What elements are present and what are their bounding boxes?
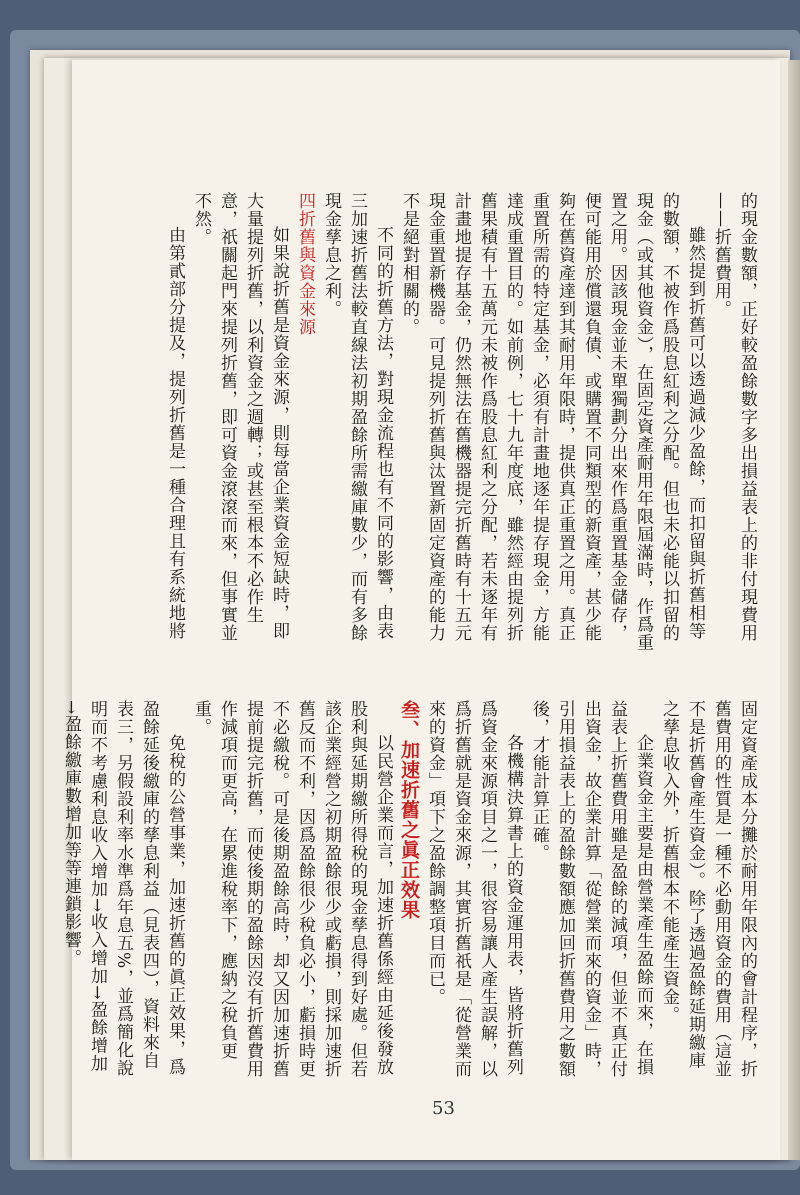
page-number: 53 bbox=[432, 1098, 455, 1119]
page-edge bbox=[788, 60, 800, 1160]
paragraph: 以民營企業而言，加速折舊係經由延後發放股利與延期繳所得稅的現金孳息得到好處。但若該企業經營之初期盈餘很少或虧損，則採加速折舊反而不利，因爲盈餘很少稅負必小，虧損時更不必繳稅。可是後期盈餘高時，却又因加速折舊提前提完折舊，而使後期的盈餘因沒有折舊費用作減項而更高，在累進稅率下，應納之稅負更重。 bbox=[191, 700, 393, 1078]
paragraph: 的現金數額，正好較盈餘數字多出損益表上的非付現費用——折舊費用。 bbox=[711, 192, 757, 642]
lower-text-block bbox=[58, 700, 760, 1080]
section-heading-funds-source: 四折舊與資金來源 bbox=[295, 192, 315, 336]
paragraph: 雖然提到折舊可以透過減少盈餘，而扣留與折舊相等的數額，不被作爲股息紅利之分配。但也未必能以扣留的現金（或其他資金），在固定資產耐用年限屆滿時，作爲重置之用。因該現金並未單獨劃分出來作爲重置基金儲存，便可能用於償還負債、或購置不同類型的新資產，甚少能夠在舊資產達到其耐用年限時，提供真正重置之用。真正重置所需的特定基金，必須有計畫地逐年提存現金，方能達成重置目的。如前例，七十九年度底，雖然經由提列折舊果積有十五萬元未被作爲股息紅利之分配，若未逐年有計畫地提存基金，仍然無法在舊機器提完折舊時有十五元現金重置新機器。可見提列折舊與汰置新固定資產的能力不是絕對相關的。 bbox=[399, 192, 705, 652]
paragraph: 免稅的公營事業，加速折舊的眞正效果，爲盈餘延後繳庫的孳息利益（見表四），資料來自表三，另假設利率水準爲年息五%，並爲簡化說明而不考慮利息收入增加→收入增加→盈餘增加→盈餘繳庫數增加等等連鎖影響。 bbox=[61, 700, 185, 1078]
paragraph: 如果說折舊是資金來源，則每當企業資金短缺時，即大量提列折舊，以利資金之週轉；或甚至根本不必作生意，祇關起門來提列折舊，即可資金滾滾而來，但事實並不然。 bbox=[191, 192, 289, 642]
upper-text-block bbox=[162, 192, 760, 657]
paragraph: 固定資產成本分攤於耐用年限內的會計程序，折舊費用的性質是一種不必動用資金的費用（這並不是折舊會產生資金）。除了透過盈餘延期繳庫之孳息收入外，折舊根本不能產生資金。 bbox=[659, 700, 757, 1078]
book-page bbox=[61, 60, 780, 1160]
paragraph: 不同的折舊方法，對現金流程也有不同的影響，由表三加速折舊法較直線法初期盈餘所需繳庫數少，而有多餘現金孳息之利。 bbox=[321, 192, 393, 642]
section-heading-accelerated-depreciation: 叁、加速折舊之眞正效果 bbox=[398, 700, 420, 920]
paragraph: 各機構決算書上的資金運用表，皆將折舊列爲資金來源項目之一，很容易讓人產生誤解，以爲折舊就是資金來源，其實折舊祇是「從營業而來的資金」項下之盈餘調整項目而已。 bbox=[425, 700, 523, 1078]
paragraph: 企業資金主要是由營業產生盈餘而來，在損益表上折舊費用雖是盈餘的減項，但並不真正付出資金，故企業計算「從營業而來的資金」時，引用損益表上的盈餘數額應加回折舊費用之數額後，才能計算正確。 bbox=[529, 700, 653, 1078]
paragraph: 由第貳部分提及，提列折舊是一種合理且有系統地將 bbox=[165, 226, 185, 640]
